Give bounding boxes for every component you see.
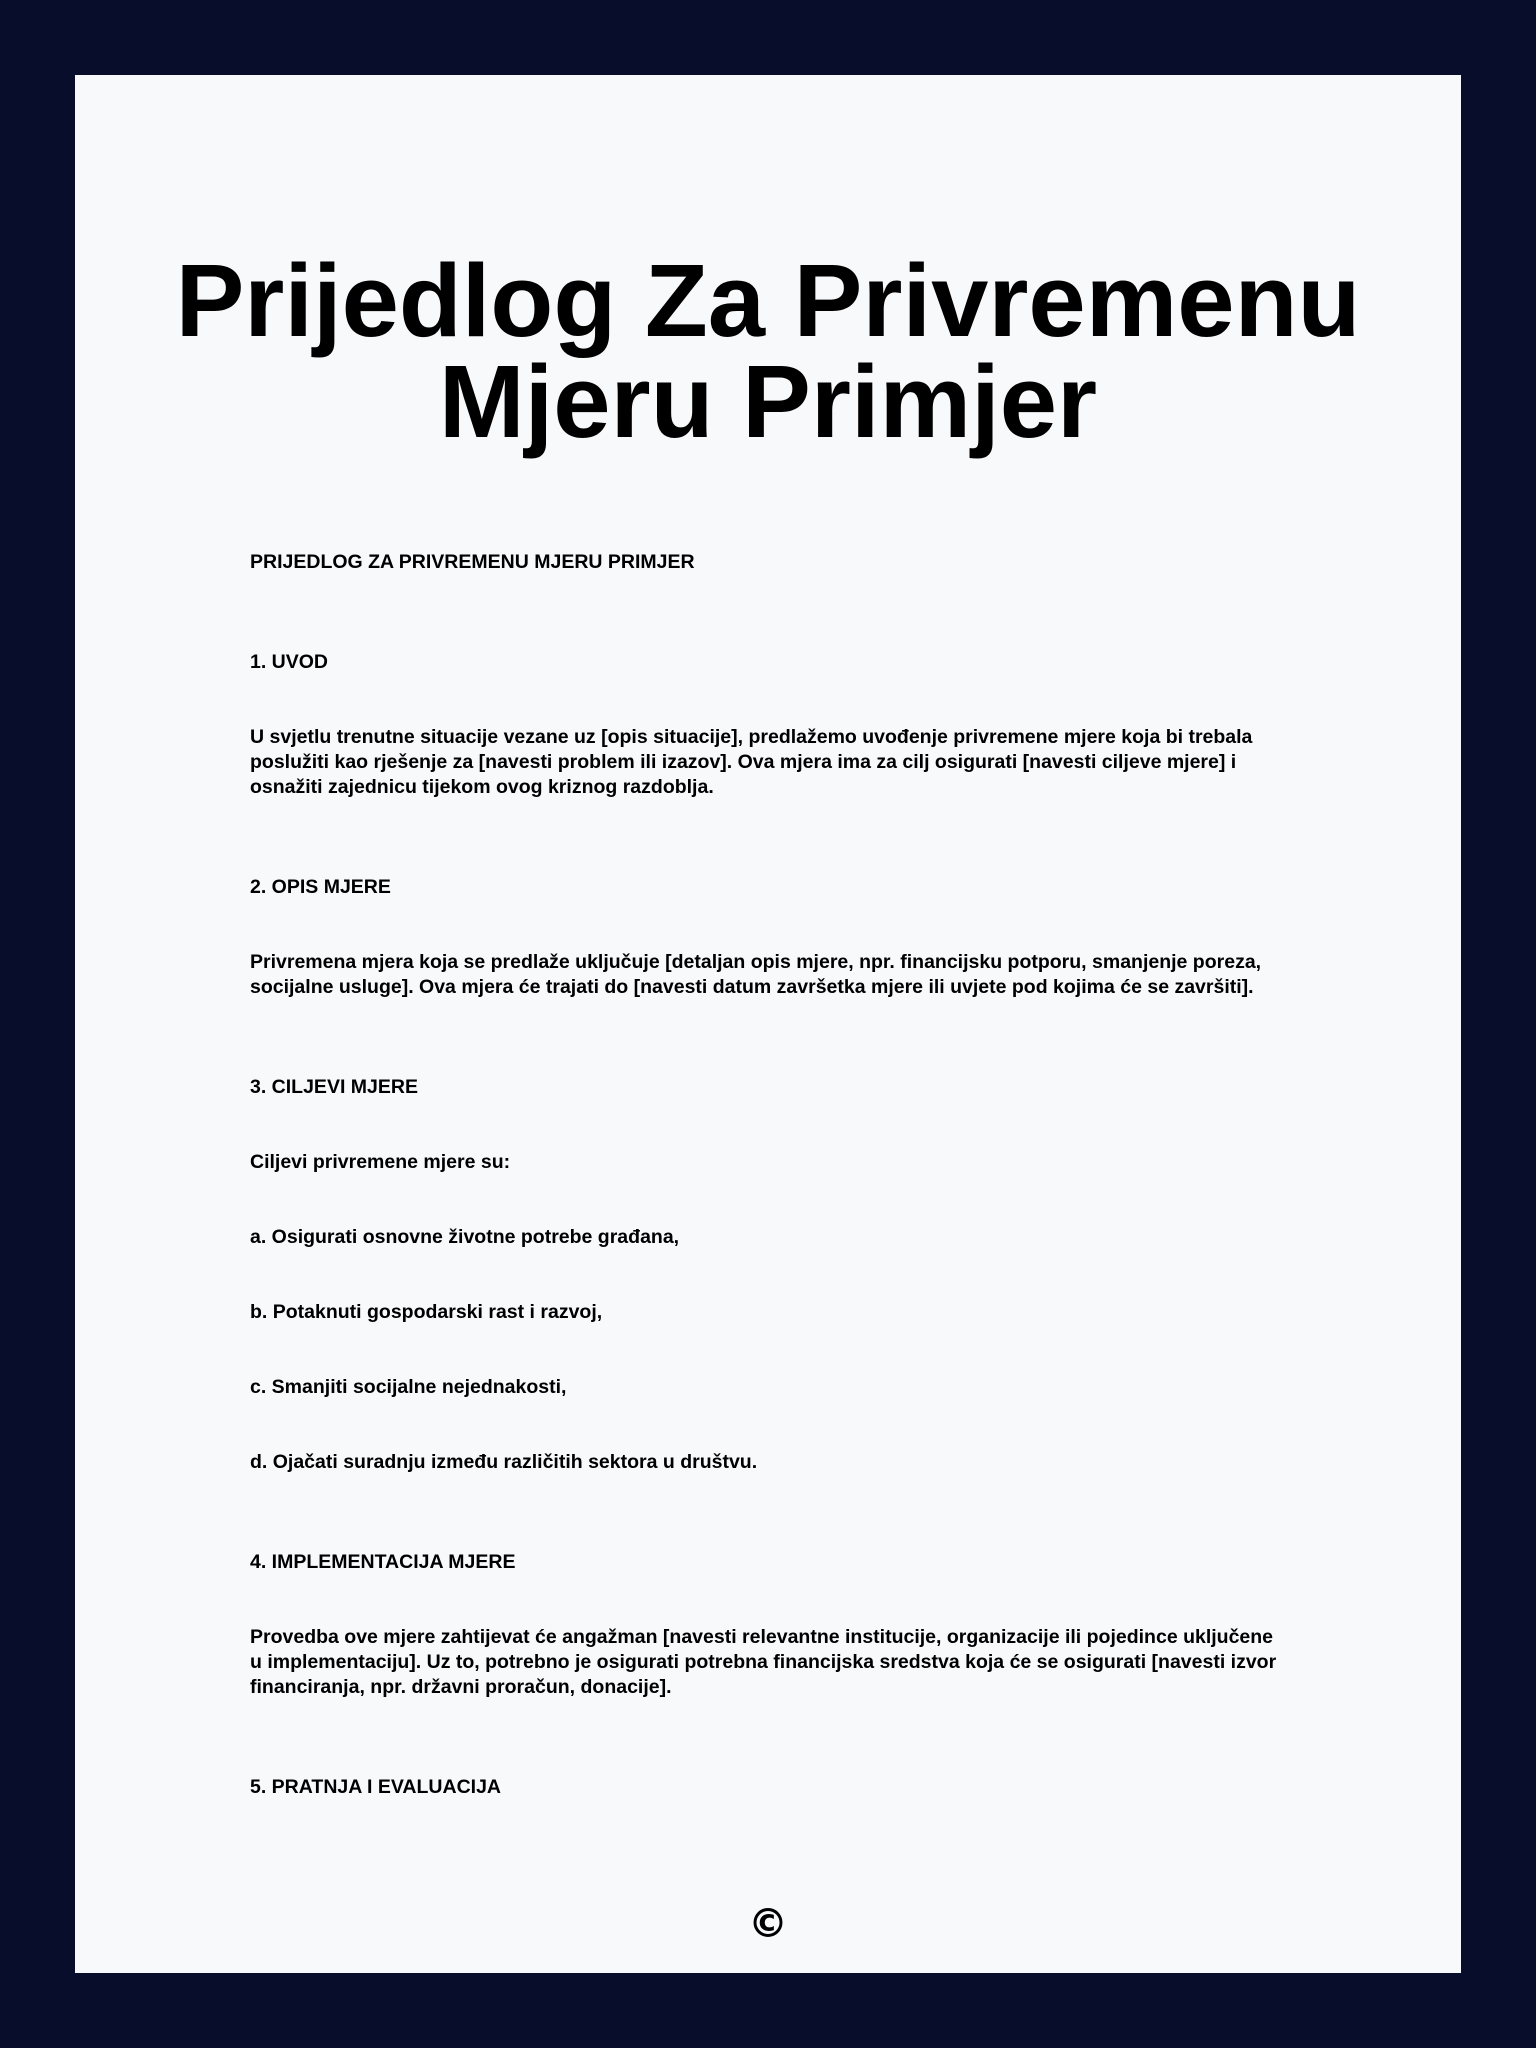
section-heading-uvod: 1. UVOD: [250, 651, 329, 673]
section-heading-implementacija: 4. IMPLEMENTACIJA MJERE: [250, 1551, 516, 1573]
list-item: d. Ojačati suradnju između različitih sektora u društvu.: [250, 1451, 758, 1473]
section-text-implementacija: Provedba ove mjere zahtijevat će angažman [navesti relevantne institucije, organizacije ili pojedince uključene u implementaciju]. Uz to, potrebno je osigurati potrebna financijska sredstva koja će se osigurati [navesti izvor financiranja, npr. državni proračun, donacije].: [250, 1626, 1277, 1698]
list-item: c. Smanjiti socijalne nejednakosti,: [250, 1376, 567, 1398]
section-heading-pratnja-evaluacija: 5. PRATNJA I EVALUACIJA: [250, 1776, 502, 1798]
section-text-uvod: U svjetlu trenutne situacije vezane uz [opis situacije], predlažemo uvođenje privremene mjere koja bi trebala poslužiti kao rješenje za [navesti problem ili izazov]. Ova mjera ima za cilj osigurati [navesti ciljeve mjere] i osnažiti zajednicu tijekom ovog kriznog razdoblja.: [250, 726, 1253, 798]
list-item: b. Potaknuti gospodarski rast i razvoj,: [250, 1301, 603, 1323]
section-intro-ciljevi-mjere: Ciljevi privremene mjere su:: [250, 1151, 511, 1173]
document-body: [250, 550, 1290, 1800]
list-item: a. Osigurati osnovne životne potrebe građana,: [250, 1226, 680, 1248]
document-heading: PRIJEDLOG ZA PRIVREMENU MJERU PRIMJER: [250, 551, 695, 573]
copyright-icon: ©: [748, 1901, 788, 1947]
section-heading-ciljevi-mjere: 3. CILJEVI MJERE: [250, 1076, 418, 1098]
page-title: Prijedlog Za Privremenu Mjeru Primjer: [175, 243, 1361, 459]
section-heading-opis-mjere: 2. OPIS MJERE: [250, 876, 391, 898]
section-text-opis-mjere: Privremena mjera koja se predlaže uključuje [detaljan opis mjere, npr. financijsku potporu, smanjenje poreza, socijalne usluge]. Ova mjera će trajati do [navesti datum završetka mjere ili uvjete pod kojima će se završiti].: [250, 951, 1262, 998]
document-page: [75, 75, 1461, 1973]
